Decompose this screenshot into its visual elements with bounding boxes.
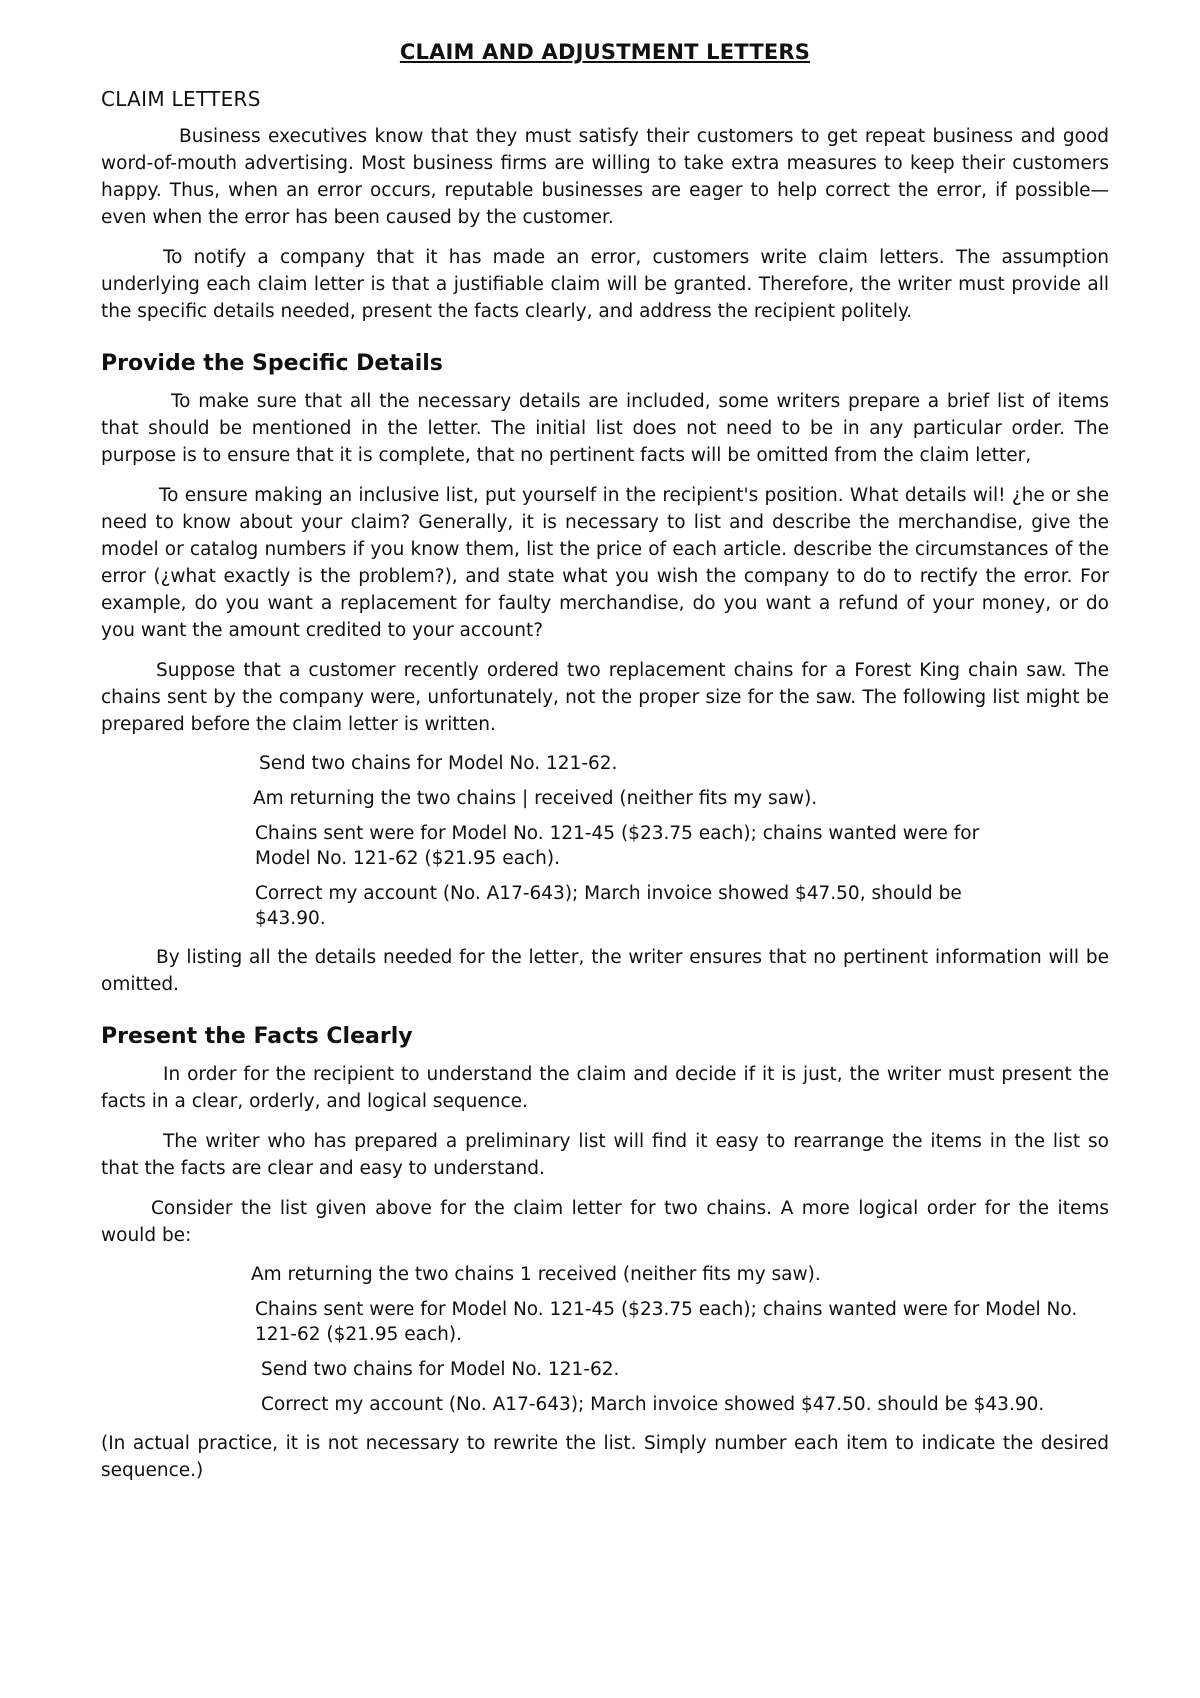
list-item: Send two chains for Model No. 121-62.	[261, 1359, 620, 1380]
paragraph: In order for the recipient to understand the claim and decide if it is just, the writer must present the facts in a clear, orderly, and logical sequence.	[101, 1064, 1109, 1112]
ordered-list	[101, 1262, 1109, 1417]
paragraph: Suppose that a customer recently ordered two replacement chains for a Forest King chain saw. The chains sent by the company were, unfortunately, not the proper size for the saw. The following list might be prepared before the claim letter is written.	[101, 660, 1109, 735]
list-item: Correct my account (No. A17-643); March invoice showed $47.50. should be $43.90.	[261, 1394, 1045, 1415]
paragraph: (In actual practice, it is not necessary to rewrite the list. Simply number each item to indicate the desired sequence.)	[101, 1433, 1109, 1481]
paragraph: Consider the list given above for the claim letter for two chains. A more logical order for the items would be:	[101, 1198, 1109, 1246]
section-heading-present-facts: Present the Facts Clearly	[101, 1024, 413, 1049]
list-item: Chains sent were for Model No. 121-45 ($23.75 each); chains wanted were for Model No. 121-62 ($21.95 each).	[255, 823, 980, 869]
document-page	[101, 40, 1109, 1497]
section-heading-claim-letters: CLAIM LETTERS	[101, 87, 261, 111]
paragraph: To notify a company that it has made an error, customers write claim letters. The assumption underlying each claim letter is that a justifiable claim will be granted. Therefore, the writer must provide all the specific details needed, present the facts clearly, and address the recipient politely.	[101, 247, 1109, 322]
paragraph: By listing all the details needed for the letter, the writer ensures that no pertinent information will be omitted.	[101, 947, 1109, 995]
list-item: Correct my account (No. A17-643); March invoice showed $47.50, should be $43.90.	[255, 883, 962, 929]
document-title: CLAIM AND ADJUSTMENT LETTERS	[399, 40, 811, 64]
list-item: Am returning the two chains | received (neither fits my saw).	[253, 788, 818, 809]
paragraph: Business executives know that they must satisfy their customers to get repeat business and good word-of-mouth advertising. Most business firms are willing to take extra measures to keep their customers happy. Thus, when an error occurs, reputable businesses are eager to help correct the error, if possible—even when the error has been caused by the customer.	[101, 126, 1109, 228]
list-item: Send two chains for Model No. 121-62.	[259, 753, 618, 774]
detail-list	[101, 751, 1109, 931]
section-heading-specific-details: Provide the Specific Details	[101, 351, 443, 376]
list-item: Am returning the two chains 1 received (neither fits my saw).	[251, 1264, 821, 1285]
list-item: Chains sent were for Model No. 121-45 ($23.75 each); chains wanted were for Model No. 121-62 ($21.95 each).	[255, 1299, 1078, 1345]
paragraph: To ensure making an inclusive list, put yourself in the recipient's position. What details wil! ¿he or she need to know about your claim? Generally, it is necessary to list and describe the merchandise, give the model or catalog numbers if you know them, list the price of each article. describe the circumstances of the error (¿what exactly is the problem?), and state what you wish the company to do to rectify the error. For example, do you want a replacement for faulty merchandise, do you want a refund of your money, or do you want the amount credited to your account?	[101, 485, 1109, 641]
paragraph: The writer who has prepared a preliminary list will find it easy to rearrange the items in the list so that the facts are clear and easy to understand.	[101, 1131, 1109, 1179]
paragraph: To make sure that all the necessary details are included, some writers prepare a brief list of items that should be mentioned in the letter. The initial list does not need to be in any particular order. The purpose is to ensure that it is complete, that no pertinent facts will be omitted from the claim letter,	[101, 391, 1109, 466]
